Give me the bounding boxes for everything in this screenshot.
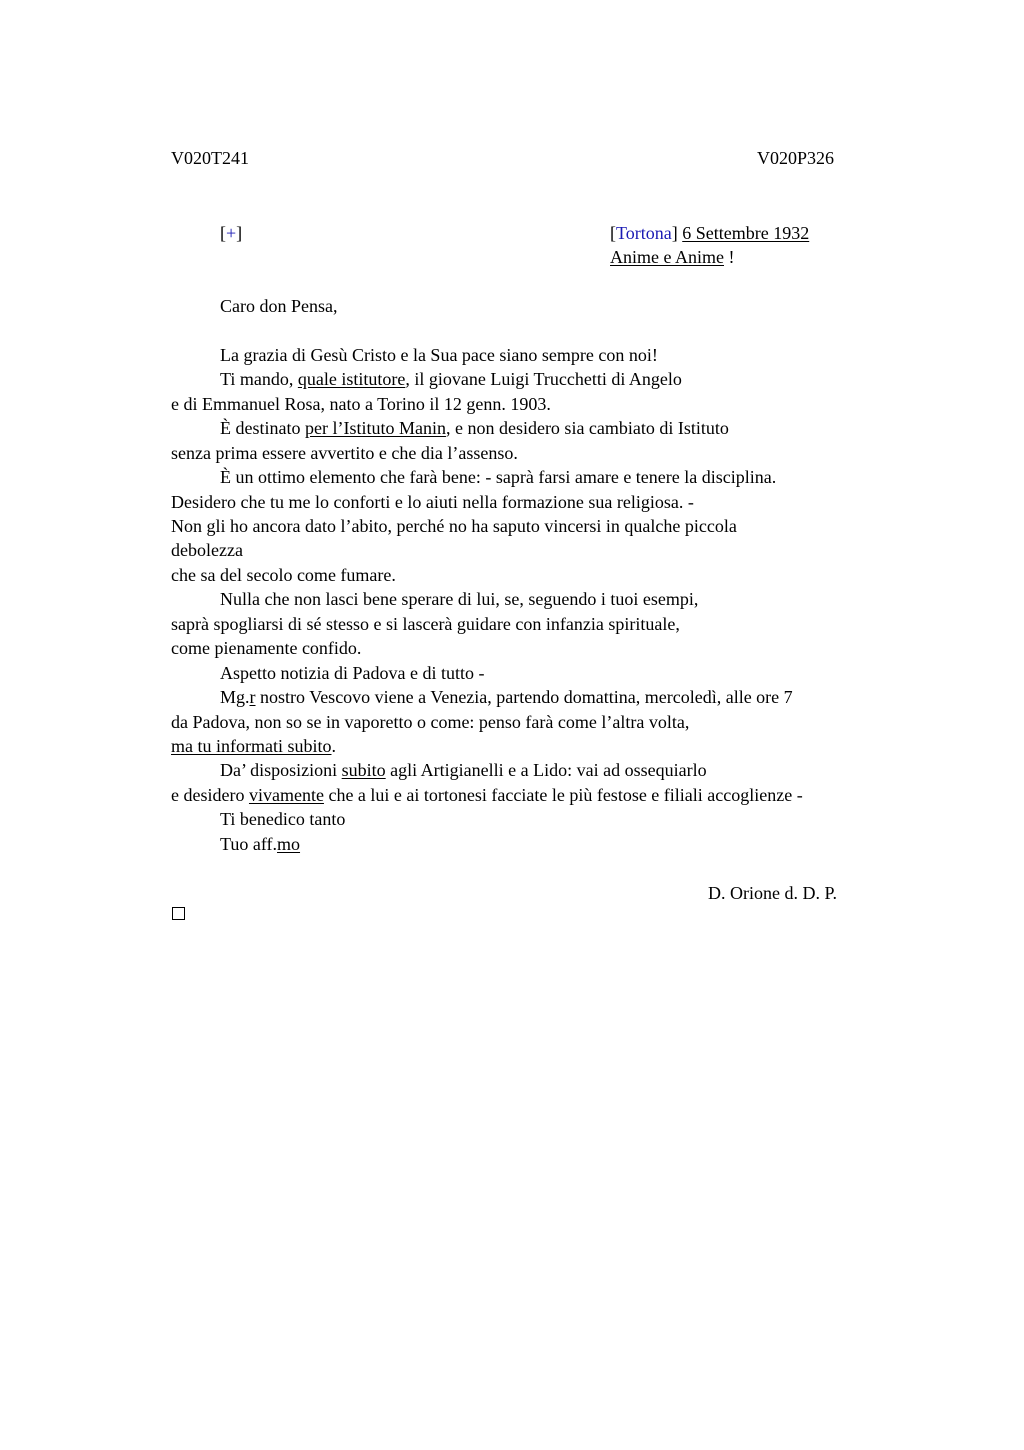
salutation: Caro don Pensa,	[220, 296, 338, 316]
body-line-9: debolezza	[171, 540, 243, 560]
place-close-bracket: ]	[671, 223, 678, 243]
body-line-6: È un ottimo elemento che farà bene: - saprà farsi amare e tenere la disciplina.	[220, 467, 777, 487]
underlined-text: vivamente	[248, 785, 324, 805]
place-open-bracket: [	[610, 223, 616, 243]
body-line-17	[171, 734, 336, 758]
body-line-1: La grazia di Gesù Cristo e la Sua pace siano sempre con noi!	[220, 345, 658, 365]
text-span: , il giovane Luigi Trucchetti di Angelo	[405, 369, 682, 389]
document-code-left: V020T241	[171, 148, 249, 168]
body-line-2	[220, 367, 682, 391]
cross-mark	[220, 221, 242, 245]
body-line-20: Ti benedico tanto	[220, 809, 346, 829]
body-line-3: e di Emmanuel Rosa, nato a Torino il 12 genn. 1903.	[171, 394, 551, 414]
body-line-18	[220, 758, 707, 782]
signature: D. Orione d. D. P.	[708, 883, 837, 903]
body-line-7: Desidero che tu me lo conforti e lo aiuti nella formazione sua religiosa. -	[171, 492, 694, 512]
body-line-8: Non gli ho ancora dato l’abito, perché no ha saputo vincersi in qualche piccola	[171, 516, 737, 536]
body-line-4	[220, 416, 729, 440]
underlined-text: subito	[341, 760, 386, 780]
motto-text: Anime e Anime	[610, 247, 724, 267]
body-line-10: che sa del secolo come fumare.	[171, 565, 396, 585]
body-line-12: saprà spogliarsi di sé stesso e si lascerà guidare con infanzia spirituale,	[171, 614, 680, 634]
text-span: agli Artigianelli e a Lido: vai ad ossequiarlo	[385, 760, 707, 780]
body-line-5: senza prima essere avvertito e che dia l’assenso.	[171, 443, 518, 463]
place-name: Tortona	[616, 223, 672, 243]
motto-end: !	[723, 247, 735, 267]
body-line-21	[220, 832, 300, 856]
underlined-text: mo	[277, 834, 301, 854]
underlined-text: ma tu informati subito	[171, 736, 332, 756]
body-line-14: Aspetto notizia di Padova e di tutto -	[220, 663, 485, 683]
body-line-15	[220, 685, 793, 709]
cross-icon: +	[226, 223, 237, 243]
text-span: e desidero	[171, 785, 249, 805]
text-span: Tuo aff.	[220, 834, 278, 854]
text-span: È destinato	[220, 418, 305, 438]
text-span: Da’ disposizioni	[220, 760, 342, 780]
body-line-19	[171, 783, 803, 807]
place-date	[610, 221, 809, 245]
underlined-text: per l’Istituto Manin	[304, 418, 446, 438]
underlined-text: quale istitutore	[297, 369, 406, 389]
cross-close-bracket: ]	[236, 223, 243, 243]
motto	[610, 245, 734, 269]
text-span: , e non desidero sia cambiato di Istituto	[445, 418, 729, 438]
body-line-16: da Padova, non so se in vaporetto o come: penso farà come l’altra volta,	[171, 712, 690, 732]
text-span: nostro Vescovo viene a Venezia, partendo domattina, mercoledì, alle ore 7	[255, 687, 793, 707]
text-span: Mg.	[220, 687, 250, 707]
body-line-11: Nulla che non lasci bene sperare di lui, se, seguendo i tuoi esempi,	[220, 589, 699, 609]
document-code-right: V020P326	[757, 148, 835, 168]
end-box-icon	[172, 907, 185, 920]
text-span: .	[331, 736, 336, 756]
body-line-13: come pienamente confido.	[171, 638, 362, 658]
text-span: Ti mando,	[220, 369, 298, 389]
text-span: che a lui e ai tortonesi facciate le più festose e filiali accoglienze -	[323, 785, 803, 805]
cross-open-bracket: [	[220, 223, 226, 243]
letter-date: 6 Settembre 1932	[682, 223, 810, 243]
underlined-text: r	[249, 687, 256, 707]
